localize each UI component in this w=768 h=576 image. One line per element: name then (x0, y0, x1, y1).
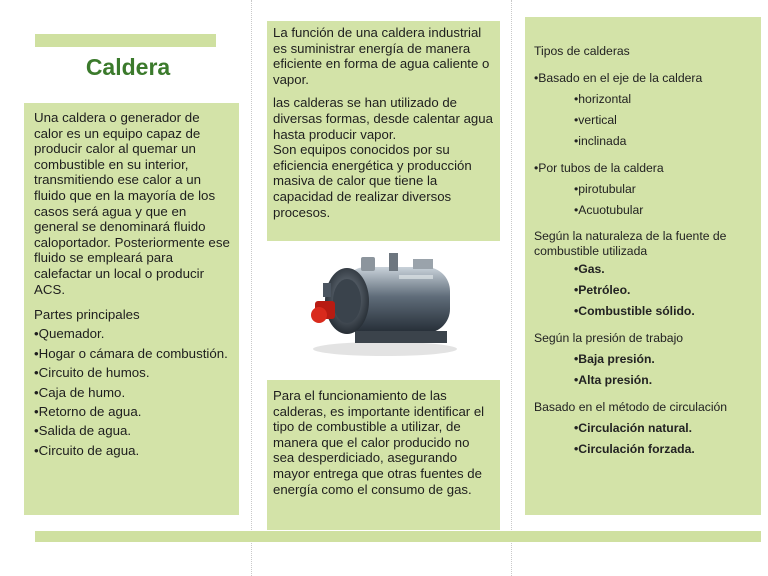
list-item: •Quemador. (34, 326, 105, 342)
list-item: •Circuito de humos. (34, 365, 150, 381)
bottom-accent-bar (35, 531, 761, 542)
intro-text: Una caldera o generador de calor es un equipo capaz de producir calor al quemar un combustible en su interior, transmitiendo ese calor a un fluido que en la mayoría de los casos será agua y que en general se denominará fluido caloportador. Posteriormente ese fluido se empleará para calefactar un local o producir ACS. (34, 110, 230, 297)
fold-line-right (511, 0, 512, 576)
industrial-boiler-image (297, 241, 466, 365)
usage-text: las calderas se han utilizado de diversas formas, desde calentar agua hasta producir vapor. (273, 95, 493, 142)
function-text: La función de una caldera industrial es suministrar energía de manera eficiente en forma de agua caliente o vapor. (273, 25, 490, 87)
types-panel (525, 17, 761, 515)
fuel-panel (267, 380, 500, 530)
title-accent-bar (35, 34, 216, 47)
parts-list (34, 305, 231, 460)
list-item: •Acuotubular (574, 203, 644, 217)
list-item: •Alta presión. (574, 373, 653, 387)
group-label-pressure: Según la presión de trabajo (534, 331, 684, 345)
list-item: •Combustible sólido. (574, 304, 695, 318)
group-label-fuel: Según la naturaleza de la fuente de combustible utilizada (534, 229, 727, 258)
intro-panel (24, 103, 239, 515)
list-item: •Circulación natural. (574, 421, 693, 435)
list-item: •Circuito de agua. (34, 442, 140, 458)
list-item: •Caja de humo. (34, 384, 126, 400)
types-heading: Tipos de calderas (534, 44, 630, 58)
group-label-tubes: •Por tubos de la caldera (534, 161, 664, 175)
list-item: •inclinada (574, 134, 627, 148)
list-item: •pirotubular (574, 182, 636, 196)
page-title: Caldera (85, 54, 171, 80)
fuel-text: Para el funcionamiento de las calderas, es importante identificar el tipo de combustible a utilizar, de manera que el calor producido no sea desperdiciado, asegurando mayor entrega que otras fuentes de energía como el consumo de gas. (273, 388, 485, 497)
function-panel (267, 21, 500, 241)
list-item: •Petróleo. (574, 283, 631, 297)
group-label-circulation: Basado en el método de circulación (534, 400, 728, 414)
efficiency-text: Son equipos conocidos por su eficiencia energética y producción masiva de calor que tiene la capacidad de realizar diversos procesos. (273, 142, 472, 220)
fold-line-left (251, 0, 252, 576)
list-item: •horizontal (574, 92, 632, 106)
boiler-illustration (297, 241, 466, 365)
list-item: •Retorno de agua. (34, 403, 142, 419)
list-item: •vertical (574, 113, 617, 127)
group-label-axis: •Basado en el eje de la caldera (534, 71, 703, 85)
list-item: •Circulación forzada. (574, 442, 695, 456)
list-item: •Hogar o cámara de combustión. (34, 345, 228, 361)
list-item: •Baja presión. (574, 352, 655, 366)
parts-heading: Partes principales (34, 307, 140, 323)
list-item: •Gas. (574, 262, 605, 276)
list-item: •Salida de agua. (34, 423, 132, 439)
